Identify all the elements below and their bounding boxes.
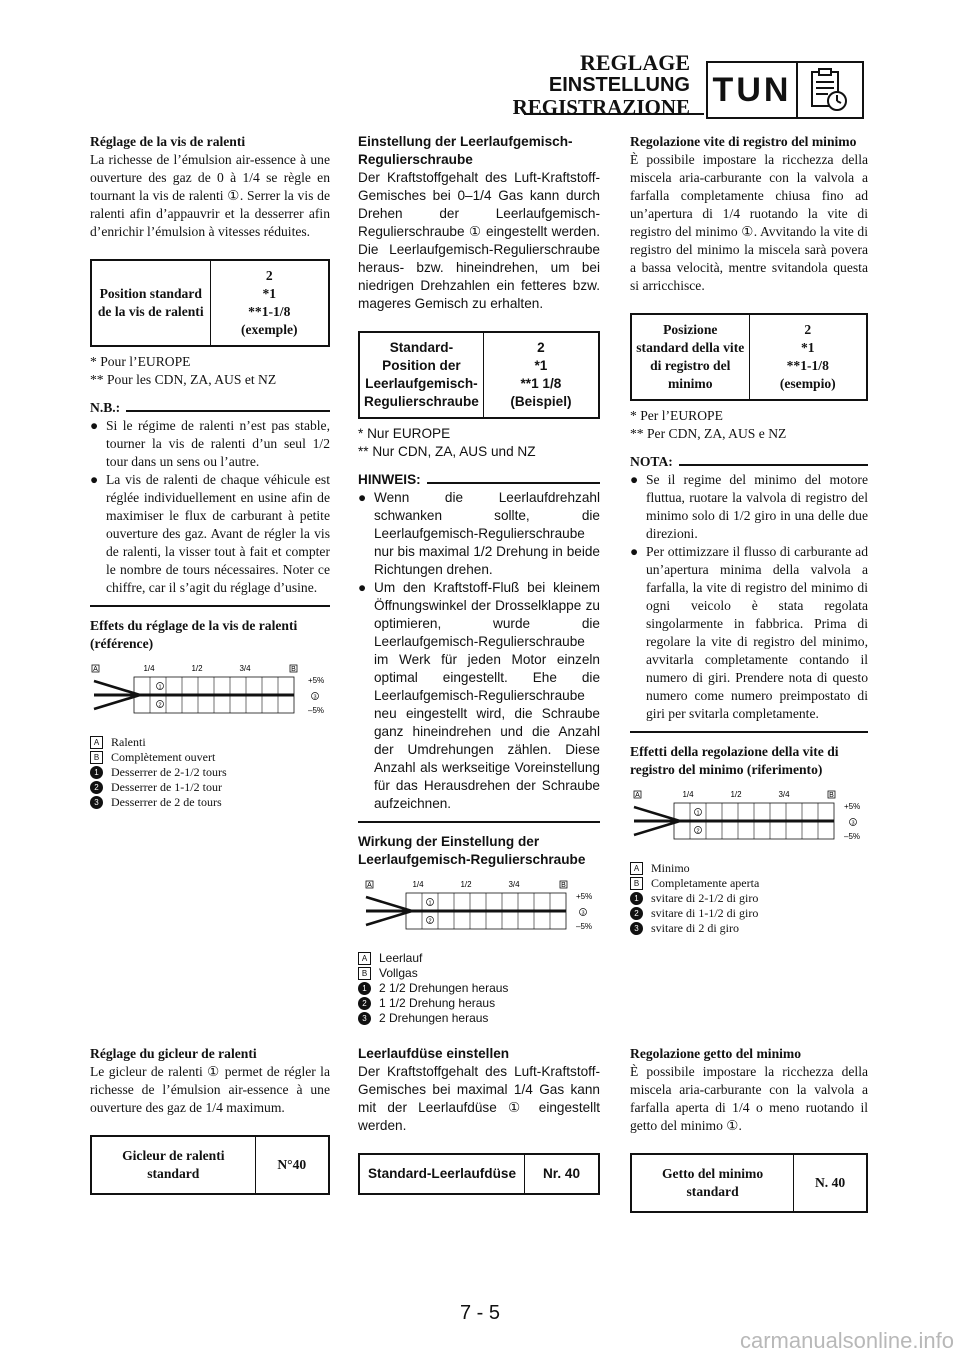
diagram-callout-3: 3	[851, 820, 855, 827]
tick-label: 1/2	[460, 880, 472, 889]
plus-label: +5%	[576, 892, 593, 901]
tune-meter-icon	[794, 61, 864, 119]
header-title-it: REGISTRAZIONE	[512, 95, 690, 119]
minus-label: –5%	[576, 922, 593, 931]
footnote: * Nur EUROPE	[358, 426, 451, 441]
note-header	[358, 471, 600, 489]
bullet-icon: ●	[90, 418, 99, 433]
effects-title: Effetti della regolazione della vite di registro del minimo (riferimento)	[630, 744, 839, 777]
plus-label: +5%	[844, 802, 861, 811]
bullet-icon: ●	[358, 490, 367, 505]
spec-box	[630, 313, 868, 401]
note-header	[90, 399, 330, 417]
diagram-legend	[630, 861, 868, 936]
diagram-callout-1: 1	[158, 684, 162, 691]
diagram-callout-2: 2	[158, 702, 162, 709]
diagram-marker-a: A	[635, 792, 640, 800]
watermark: carmanualsonline.info	[739, 1328, 954, 1353]
jet-text: È possibile impostare la ricchezza della miscela aria-carburante con la valvola a farfalla aperta di 1/4 o meno ruotando il getto del minimo ①.	[630, 1064, 868, 1133]
header-title-de: EINSTELLUNG	[548, 74, 690, 96]
jet-text: Der Kraftstoffgehalt des Luft-Kraftstoff-Gemisches bei maximal 1/4 Gas kann mit der Leerlaufdüse ① eingestellt werden.	[358, 1064, 600, 1133]
header-title-fr: REGLAGE	[579, 50, 690, 75]
legend-item: 2 svitare di 1-1/2 di giro	[630, 906, 868, 921]
legend-item: B Vollgas	[358, 966, 600, 981]
spec-label: Posizione standard della vite di registro del minimo	[632, 315, 750, 399]
tick-label: 1/2	[730, 790, 742, 799]
jet-section-it	[630, 1045, 868, 1219]
jet-text: Le gicleur de ralenti ① permet de régler la richesse de l’émulsion air-essence à une ouverture des gaz de 1/4 maximum.	[90, 1064, 330, 1115]
legend-item: A Minimo	[630, 861, 868, 876]
diagram-callout-3: 3	[313, 694, 317, 701]
jet-title: Leerlaufdüse einstellen	[358, 1046, 510, 1061]
section-title: Einstellung der Leerlaufgemisch-Regulierschraube	[358, 134, 573, 167]
jet-spec-box	[358, 1153, 600, 1195]
bullet-icon: ●	[630, 472, 639, 487]
jet-spec-value: Nr. 40	[542, 1166, 581, 1181]
diagram-marker-a: A	[367, 882, 372, 890]
spec-box	[90, 259, 330, 347]
diagram-callout-3: 3	[581, 910, 585, 917]
jet-spec-box	[90, 1135, 330, 1195]
diagram-callout-2: 2	[696, 828, 700, 835]
footnote: ** Per CDN, ZA, AUS e NZ	[630, 426, 787, 441]
note-end-rule	[630, 731, 868, 733]
effects-title: Effets du réglage de la vis de ralenti (référence)	[90, 618, 298, 651]
jet-spec-value: N°40	[277, 1157, 307, 1172]
diagram-legend	[358, 951, 600, 1026]
note-end-rule	[90, 605, 330, 607]
spec-box	[358, 331, 600, 419]
legend-item: B Complètement ouvert	[90, 750, 330, 765]
footnote: * Per l’EUROPE	[630, 408, 723, 423]
page-number: 7 - 5	[459, 1302, 501, 1324]
minus-label: –5%	[844, 832, 861, 841]
spec-value: 2 *1 **1-1/8 (esempio)	[779, 322, 836, 391]
legend-item: 3 2 Drehungen heraus	[358, 1011, 600, 1026]
list-item: ● Um den Kraftstoff-Fluß bei kleinem Öffnungswinkel der Drosselklappe zu optimieren, wurde die Leerlaufgemisch-Regulierschraube im Werk für jeden Motor einzeln optimal eingestellt. Ehe die Leerlaufgemisch-Regulierschraube neu eingestellt wird, die Schraube ganz hineindrehen und die Anzahl der Umdrehungen zählen. Diese Anzahl als werkseitige Voreinstellung für das Herausdrehen der Schraube aufzeichnen.	[358, 580, 600, 811]
plus-label: +5%	[308, 676, 325, 685]
bullet-icon: ●	[358, 580, 367, 595]
diagram-callout-1: 1	[428, 900, 432, 907]
tick-label: 3/4	[508, 880, 520, 889]
spec-label: Standard-Position der Leerlaufgemisch-Regulierschraube	[360, 333, 484, 417]
list-item: ● La vis de ralenti de chaque véhicule est réglée individuellement en usine afin de maximiser le flux de carburant à petite ouverture des gaz. Avant de régler la vis de ralenti, la visser tout à fait et compter le nombre de tours nécessaires. Noter ce chiffre, car il s’agit du réglage d’usine.	[90, 472, 330, 595]
diagram-callout-1: 1	[696, 810, 700, 817]
note-label: HINWEIS:	[358, 472, 421, 487]
column-fr	[90, 133, 330, 810]
jet-spec-box	[630, 1153, 868, 1213]
spec-value: 2 *1 **1 1/8 (Beispiel)	[510, 340, 572, 409]
legend-item: 1 Desserrer de 2-1/2 tours	[90, 765, 330, 780]
legend-item: A Ralenti	[90, 735, 330, 750]
spec-label: Position standard de la vis de ralenti	[92, 261, 211, 345]
screw-adjustment-diagram	[358, 877, 598, 947]
note-end-rule	[358, 821, 600, 823]
section-code: TUN	[706, 61, 798, 119]
footnote: * Pour l’EUROPE	[90, 354, 191, 369]
diagram-callout-2: 2	[428, 918, 432, 925]
footnote: ** Pour les CDN, ZA, AUS et NZ	[90, 372, 277, 387]
section-header	[513, 52, 690, 118]
section-title: Réglage de la vis de ralenti	[90, 134, 246, 149]
note-label: NOTA:	[630, 454, 673, 469]
section-text: Der Kraftstoffgehalt des Luft-Kraftstoff-Gemisches bei 0–1/4 Gas kann durch Drehen der Leerlaufgemisch-Regulierschraube ① eingestellt werden. Die Leerlaufgemisch-Regulierschraube heraus- bzw. hineindrehen, um bei niedrigen Drehzahlen ein fetteres bzw. mageres Gemisch zu erhalten.	[358, 170, 600, 311]
tick-label: 1/4	[682, 790, 694, 799]
diagram-marker-a: A	[93, 666, 98, 674]
tick-label: 1/4	[412, 880, 424, 889]
bullet-icon: ●	[90, 472, 99, 487]
legend-item: 1 svitare di 2-1/2 di giro	[630, 891, 868, 906]
tick-label: 1/2	[191, 664, 203, 673]
column-de	[358, 133, 600, 1026]
jet-title: Regolazione getto del minimo	[630, 1046, 802, 1061]
list-item: ● Wenn die Leerlaufdrehzahl schwanken sollte, die Leerlaufgemisch-Regulierschraube nur bis maximal 1/2 Drehung in beide Richtungen drehen.	[358, 490, 600, 577]
section-text: È possibile impostare la ricchezza della miscela aria-carburante con la valvola a farfalla completamente chiusa fino ad un’apertura di 1/4 ruotando la vite di registro del minimo ①. Avvitando la vite di registro del minimo la miscela sarà povera a bassa velocità, mentre svitandola questa si arricchisce.	[630, 152, 868, 293]
screw-adjustment-diagram	[90, 661, 330, 731]
jet-spec-label: Standard-Leerlaufdüse	[360, 1155, 525, 1193]
legend-item: 1 2 1/2 Drehungen heraus	[358, 981, 600, 996]
diagram-marker-b: B	[829, 792, 834, 800]
section-text: La richesse de l’émulsion air-essence à une ouverture des gaz de 0 à 1/4 se règle en tournant la vis de ralenti ①. Serrer la vis de ralenti afin d’appauvrir et la desserrer afin d’enrichir l’émulsion à vitesses réduites.	[90, 152, 330, 239]
note-label: N.B.:	[90, 400, 121, 415]
tick-label: 1/4	[143, 664, 155, 673]
list-item: ● Per ottimizzare il flusso di carburante ad un’apertura minima della valvola a farfalla, la vite di registro del minimo di ogni veicolo è stata regolata singolarmente in fabbrica. Prima di regolare la vite di registro del minimo, avvitarla completamente contando il numero di giri. Prendere nota di questo numero come numero preimpostato di giri per svitarla completamente.	[630, 544, 868, 721]
diagram-legend	[90, 735, 330, 810]
minus-label: –5%	[308, 706, 325, 715]
list-item: ● Si le régime de ralenti n’est pas stable, tourner la vis de ralenti d’un seul 1/2 tour dans un sens ou l’autre.	[90, 418, 330, 469]
diagram-marker-b: B	[291, 666, 296, 674]
legend-item: 3 svitare di 2 di giro	[630, 921, 868, 936]
section-title: Regolazione vite di registro del minimo	[630, 134, 857, 149]
legend-item: 3 Desserrer de 2 de tours	[90, 795, 330, 810]
jet-title: Réglage du gicleur de ralenti	[90, 1046, 257, 1061]
tick-label: 3/4	[239, 664, 251, 673]
note-header	[630, 453, 868, 471]
spec-value: 2 *1 **1-1/8 (exemple)	[240, 268, 298, 337]
jet-spec-label: Gicleur de ralenti standard	[92, 1137, 256, 1193]
legend-item: 2 1 1/2 Drehung heraus	[358, 996, 600, 1011]
jet-section-de	[358, 1045, 600, 1201]
tick-label: 3/4	[778, 790, 790, 799]
legend-item: 2 Desserrer de 1-1/2 tour	[90, 780, 330, 795]
diagram-marker-b: B	[561, 882, 566, 890]
jet-spec-value: N. 40	[814, 1175, 846, 1190]
bullet-icon: ●	[630, 544, 639, 559]
jet-section-fr	[90, 1045, 330, 1201]
effects-title: Wirkung der Einstellung der Leerlaufgemisch-Regulierschraube	[358, 834, 586, 867]
jet-spec-label: Getto del minimo standard	[632, 1155, 794, 1211]
list-item: ● Se il regime del minimo del motore fluttua, ruotare la valvola di registro del minimo solo di 1/2 giro in una delle due direzioni.	[630, 472, 868, 541]
legend-item: B Completamente aperta	[630, 876, 868, 891]
legend-item: A Leerlauf	[358, 951, 600, 966]
header-rule	[524, 113, 704, 115]
column-it	[630, 133, 868, 936]
screw-adjustment-diagram	[630, 787, 868, 857]
footnote: ** Nur CDN, ZA, AUS und NZ	[358, 444, 536, 459]
